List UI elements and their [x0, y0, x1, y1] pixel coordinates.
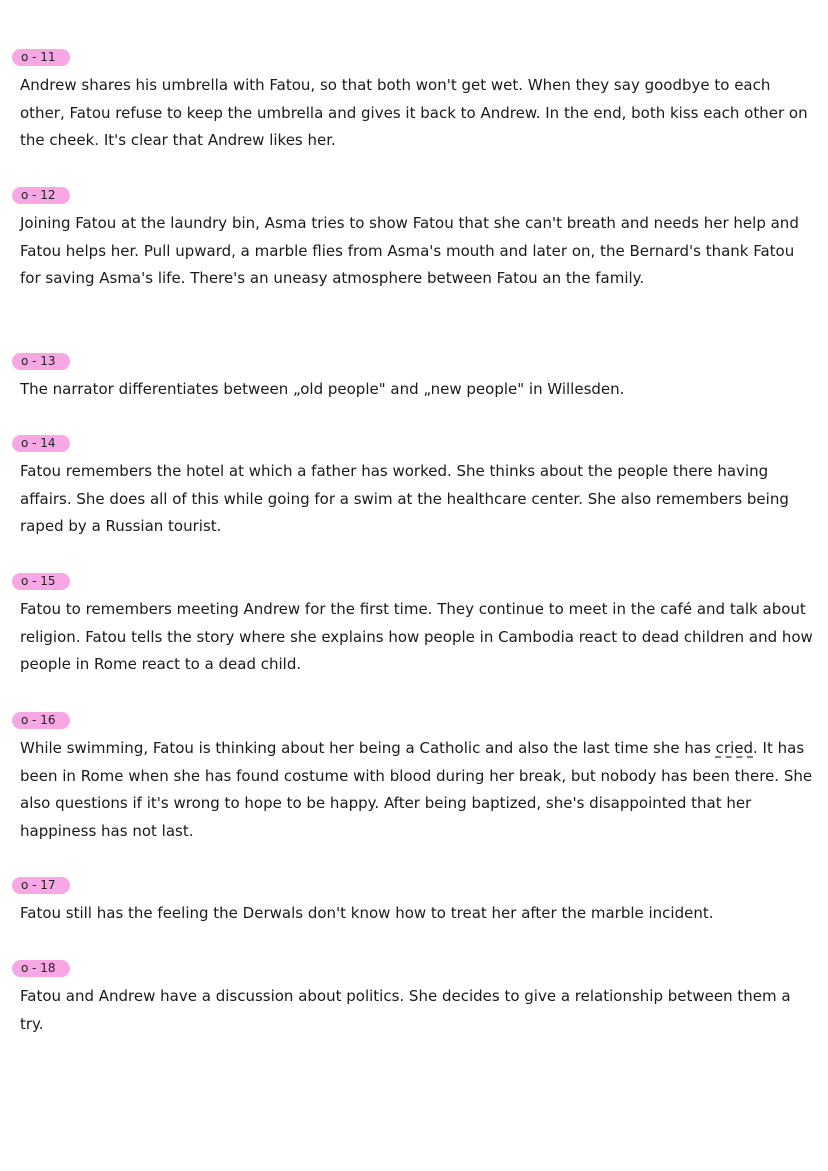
- marked-word: cried: [715, 739, 754, 757]
- section-tag: o - 16: [12, 712, 70, 729]
- section-text: [20, 735, 816, 845]
- section-text: The narrator differentiates between „old people" and „new people" in Willesden.: [20, 380, 625, 398]
- section-text: Fatou still has the feeling the Derwals don't know how to treat her after the marble incident.: [20, 904, 714, 922]
- section-tag: o - 17: [12, 877, 70, 894]
- section-tag: o - 13: [12, 353, 70, 370]
- section-text: Fatou remembers the hotel at which a father has worked. She thinks about the people there having affairs. She does all of this while going for a swim at the healthcare center. She also remembers being raped by a Russian tourist.: [20, 462, 789, 535]
- section-tag: o - 11: [12, 49, 70, 66]
- section-text-part: . It has been in Rome when she has found costume with blood during her break, but nobody has been there. She also questions if it's wrong to hope to be happy. After being baptized, she's disappointed that her happiness has not last.: [20, 739, 813, 840]
- section-text: Fatou and Andrew have a discussion about politics. She decides to give a relationship between them a try.: [20, 987, 791, 1033]
- section-tag: o - 15: [12, 573, 70, 590]
- section-tag: o - 14: [12, 435, 70, 452]
- section-tag: o - 12: [12, 187, 70, 204]
- section-text: Andrew shares his umbrella with Fatou, so that both won't get wet. When they say goodbye to each other, Fatou refuse to keep the umbrella and gives it back to Andrew. In the end, both kiss each other on the cheek. It's clear that Andrew likes her.: [20, 76, 808, 149]
- section-text-part: While swimming, Fatou is thinking about her being a Catholic and also the last time she has: [20, 739, 716, 757]
- section-tag: o - 18: [12, 960, 70, 977]
- section-text: Fatou to remembers meeting Andrew for the first time. They continue to meet in the café and talk about religion. Fatou tells the story where she explains how people in Cambodia react to dead children and how people in Rome react to a dead child.: [20, 600, 813, 673]
- section-text: Joining Fatou at the laundry bin, Asma tries to show Fatou that she can't breath and needs her help and Fatou helps her. Pull upward, a marble flies from Asma's mouth and later on, the Bernard's thank Fatou for saving Asma's life. There's an uneasy atmosphere between Fatou an the family.: [20, 214, 799, 287]
